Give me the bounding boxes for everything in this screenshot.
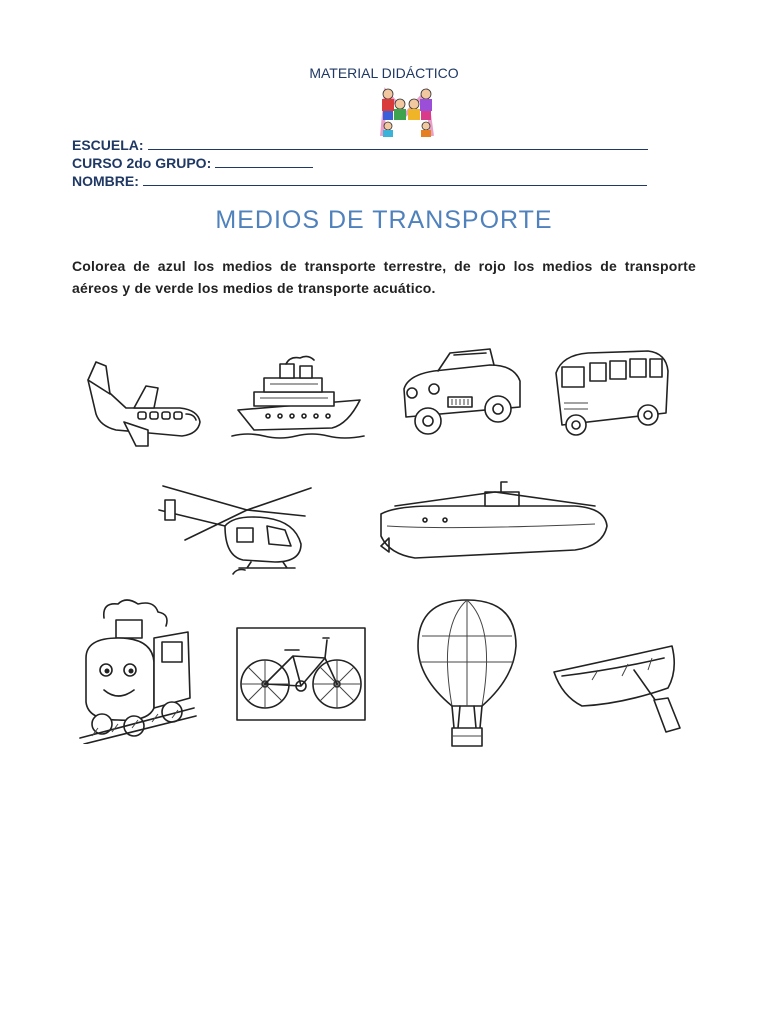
submarine-drawing — [375, 480, 611, 570]
car-drawing — [398, 345, 524, 443]
ship-drawing — [228, 352, 368, 444]
hot-air-balloon-drawing — [414, 596, 520, 750]
name-label: NOMBRE: — [72, 173, 139, 189]
name-field[interactable] — [72, 173, 647, 189]
instructions-text: Colorea de azul los medios de transporte terrestre, de rojo los medios de transporte aéreos y de verde los medios de transporte acuático. — [72, 258, 696, 296]
school-label: ESCUELA: — [72, 137, 144, 153]
helicopter-drawing — [155, 470, 325, 578]
school-field[interactable] — [72, 137, 648, 153]
bicycle-drawing — [235, 626, 367, 722]
name-blank[interactable] — [143, 173, 647, 186]
header-title: MATERIAL DIDÁCTICO — [309, 65, 459, 81]
page-title: MEDIOS DE TRANSPORTE — [215, 206, 553, 234]
children-letter-m-logo — [376, 84, 438, 138]
group-blank[interactable] — [215, 155, 313, 168]
bus-drawing — [548, 345, 674, 441]
course-group-label: CURSO 2do GRUPO: — [72, 155, 212, 171]
course-group-field[interactable] — [72, 155, 313, 171]
school-blank[interactable] — [148, 137, 648, 150]
airplane-drawing — [76, 350, 206, 450]
rowboat-drawing — [552, 640, 688, 734]
train-drawing — [78, 598, 198, 744]
